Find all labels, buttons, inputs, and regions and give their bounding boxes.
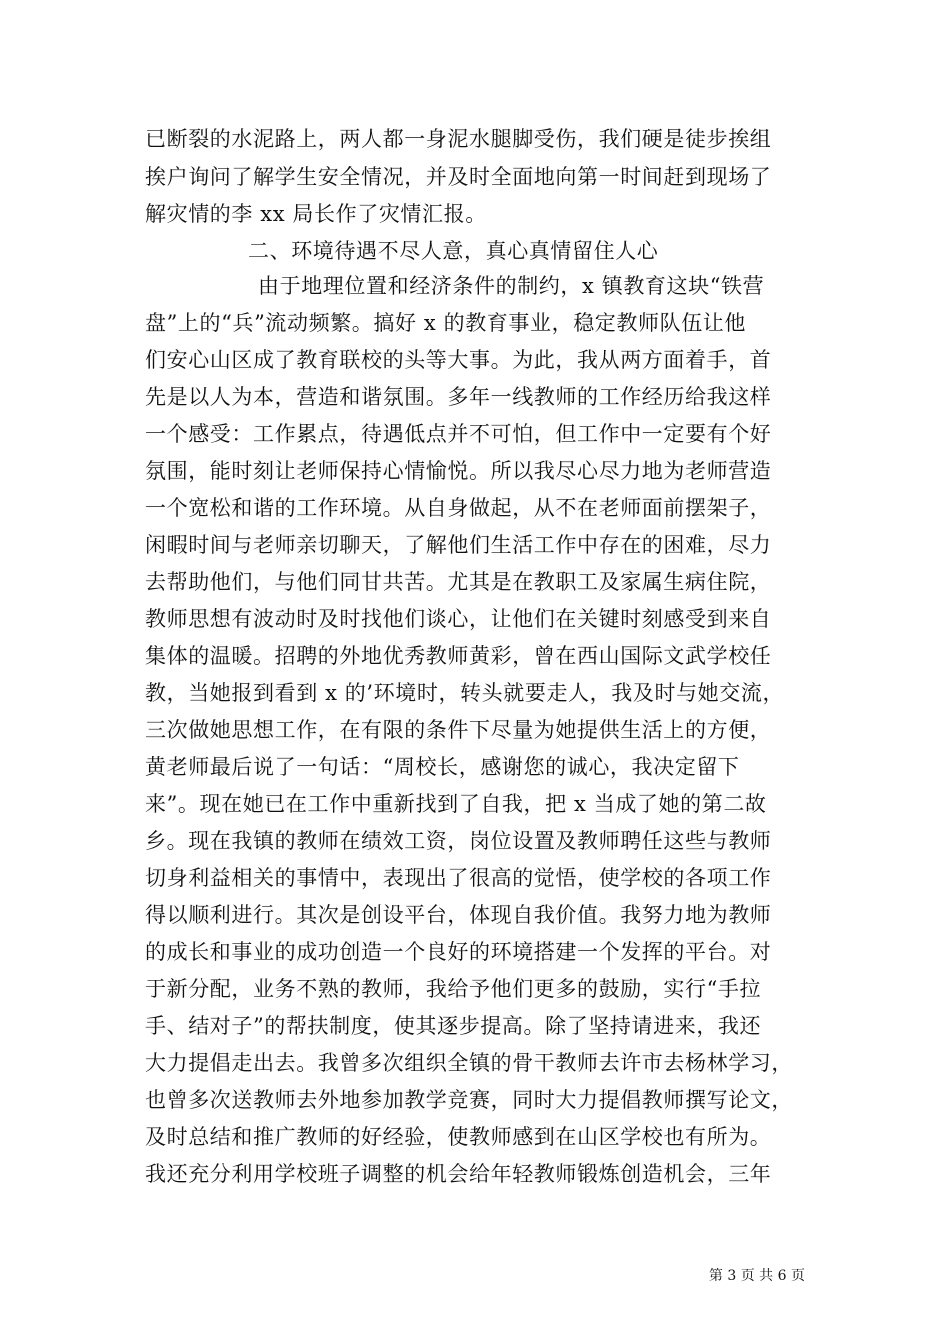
page-number-footer: 第 3 页 共 6 页 xyxy=(708,1268,805,1284)
text-line: 去帮助他们，与他们同甘共苦。尤其是在教职工及家属生病住院， xyxy=(145,570,772,594)
text-line: 一个宽松和谐的工作环境。从自身做起，从不在老师面前摆架子， xyxy=(145,496,772,520)
text-line: 先是以人为本，营造和谐氛围。多年一线教师的工作经历给我这样 xyxy=(145,385,772,409)
text-line: 手、结对子”的帮扶制度，使其逐步提高。除了坚持请进来，我还 xyxy=(145,1014,762,1038)
text-line: 切身利益相关的事情中，表现出了很高的觉悟，使学校的各项工作 xyxy=(145,866,772,890)
text-line: 们安心山区成了教育联校的头等大事。为此，我从两方面着手，首 xyxy=(145,348,772,372)
text-line: 挨户询问了解学生安全情况，并及时全面地向第一时间赶到现场了 xyxy=(145,165,772,189)
text-line: 盘”上的“兵”流动频繁。搞好 x 的教育事业，稳定教师队伍让他 xyxy=(145,311,746,335)
text-line: 大力提倡走出去。我曾多次组织全镇的骨干教师去许市去杨林学习， xyxy=(145,1051,793,1075)
text-line: 我还充分利用学校班子调整的机会给年轻教师锻炼创造机会，三年 xyxy=(145,1162,772,1186)
text-line: 黄老师最后说了一句话：“周校长，感谢您的诚心，我决定留下 xyxy=(145,755,740,779)
text-line: 也曾多次送教师去外地参加教学竞赛，同时大力提倡教师撰写论文， xyxy=(145,1088,793,1112)
text-line: 闲暇时间与老师亲切聊天，了解他们生活工作中存在的困难，尽力 xyxy=(145,533,772,557)
text-line: 于新分配，业务不熟的教师，我给予他们更多的鼓励，实行“手拉 xyxy=(145,977,762,1001)
text-line: 一个感受：工作累点，待遇低点并不可怕，但工作中一定要有个好 xyxy=(145,422,772,446)
section-heading: 二、环境待遇不尽人意，真心真情留住人心 xyxy=(248,239,659,263)
text-line: 及时总结和推广教师的好经验，使教师感到在山区学校也有所为。 xyxy=(145,1125,772,1149)
text-line: 的成长和事业的成功创造一个良好的环境搭建一个发挥的平台。对 xyxy=(145,940,772,964)
text-line: 教，当她报到看到 x 的’环境时，转头就要走人，我及时与她交流， xyxy=(145,681,785,705)
text-line: 教师思想有波动时及时找他们谈心，让他们在关键时刻感受到来自 xyxy=(145,607,772,631)
text-line: 三次做她思想工作，在有限的条件下尽量为她提供生活上的方便， xyxy=(145,718,772,742)
text-line: 乡。现在我镇的教师在绩效工资，岗位设置及教师聘任这些与教师 xyxy=(145,829,772,853)
text-line: 由于地理位置和经济条件的制约，x 镇教育这块“铁营 xyxy=(258,274,765,298)
text-line: 已断裂的水泥路上，两人都一身泥水腿脚受伤，我们硬是徒步挨组 xyxy=(145,127,772,151)
text-line: 解灾情的李 xx 局长作了灾情汇报。 xyxy=(145,202,487,226)
text-line: 集体的温暖。招聘的外地优秀教师黄彩，曾在西山国际文武学校任 xyxy=(145,644,772,668)
text-line: 氛围，能时刻让老师保持心情愉悦。所以我尽心尽力地为老师营造 xyxy=(145,459,772,483)
text-line: 得以顺利进行。其次是创设平台，体现自我价值。我努力地为教师 xyxy=(145,903,772,927)
text-line: 来”。现在她已在工作中重新找到了自我，把 x 当成了她的第二故 xyxy=(145,792,767,816)
